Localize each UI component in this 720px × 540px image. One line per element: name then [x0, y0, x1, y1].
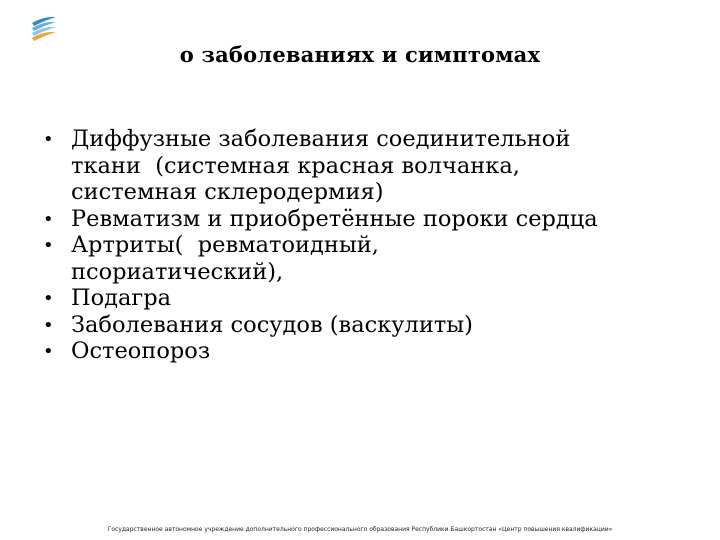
list-item	[40, 232, 700, 285]
list-item	[40, 126, 700, 206]
list-item-text: Ревматизм и приобретённые пороки сердца	[71, 205, 598, 232]
slide-title: о заболеваниях и симптомах	[179, 42, 541, 67]
organization-logo-icon	[26, 14, 60, 42]
footer-organization-name: Государственное автономное учреждение дополнительного профессионального образования Республики Башкортостан «Центр повышения квалификации»	[107, 526, 613, 533]
list-item-text: Заболевания сосудов (васкулиты)	[71, 311, 473, 338]
list-item	[40, 206, 700, 233]
bullet-icon: •	[43, 314, 54, 336]
list-item-text: Остеопороз	[71, 338, 211, 364]
list-item-text: Подагра	[71, 285, 172, 311]
bullet-icon: •	[43, 288, 54, 309]
bullet-icon: •	[43, 208, 54, 230]
list-item	[40, 312, 700, 339]
bullet-icon: •	[43, 341, 54, 362]
bullet-icon: •	[43, 235, 54, 256]
list-item	[40, 338, 700, 365]
list-item	[40, 285, 700, 312]
bullet-list	[40, 126, 700, 365]
bullet-icon: •	[43, 129, 54, 150]
list-item-text: Диффузные заболевания соединительной ткани (системная красная волчанка, системная склеродермия)	[71, 126, 571, 205]
list-item-text: Артриты( ревматоидный, псориатический),	[71, 232, 379, 285]
